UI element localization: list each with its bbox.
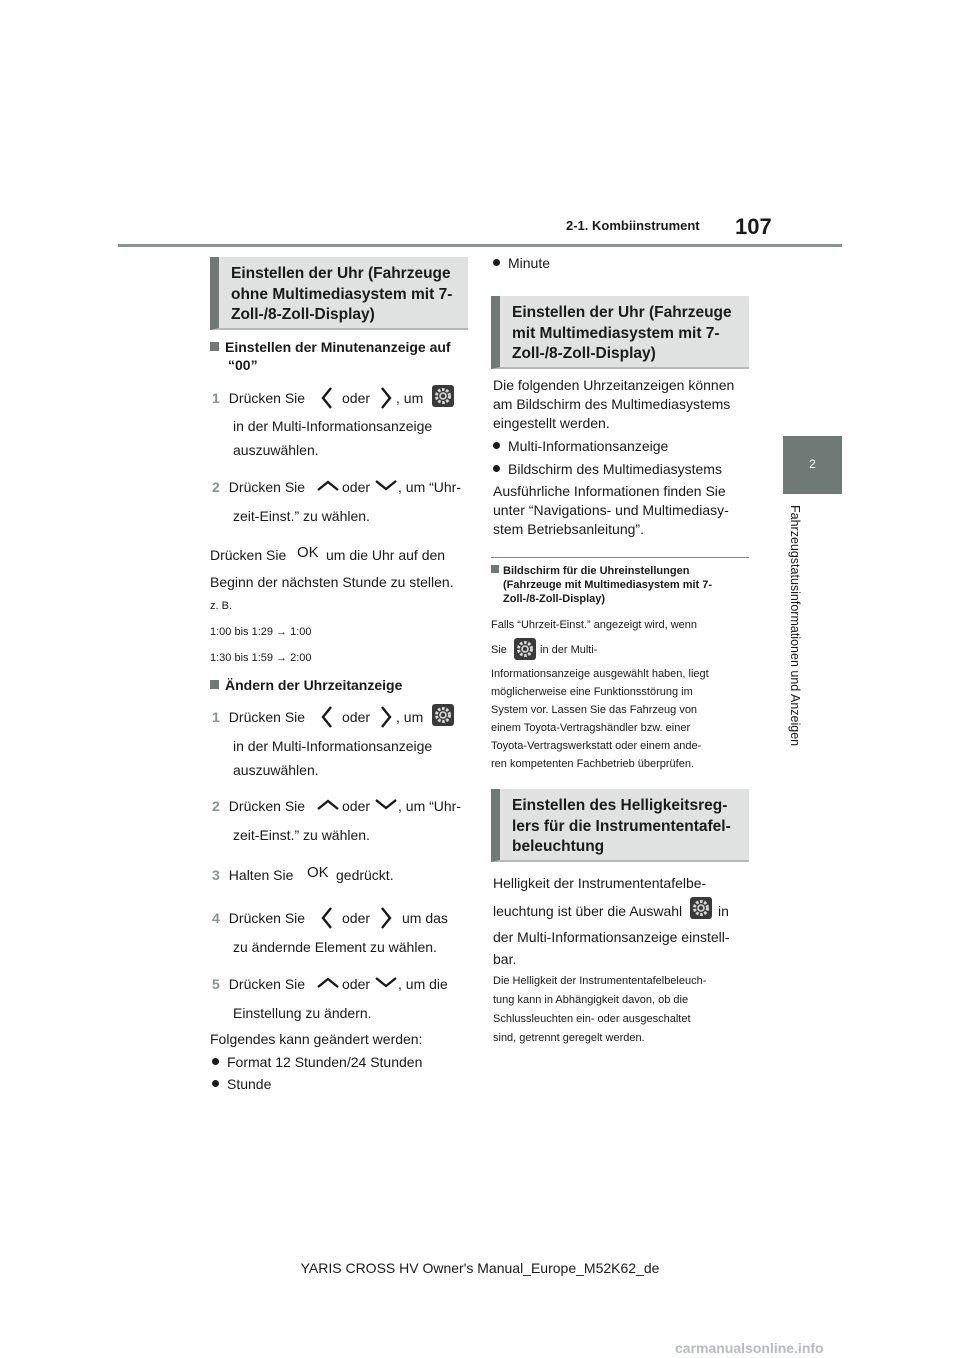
step-text: Drücken Sie [228,390,306,406]
para-line-pre: leuchtung ist über die Auswahl [493,903,683,919]
step-2 [212,797,305,815]
step-number: 4 [212,910,220,926]
chevron-down-icon [374,975,398,994]
para-line: Die folgenden Uhrzeitanzeigen können [493,377,735,393]
step-text: Drücken Sie [228,479,306,495]
note-line-post: in der Multi- [540,644,598,656]
heading-box-clock-multimedia [491,296,749,369]
para-line: Ausführliche Informationen finden Sie [493,483,726,499]
step-number: 2 [212,798,220,814]
example-1: 1:00 bis 1:29 → 1:00 [210,626,312,638]
heading-line: ohne Multimediasystem mit 7- [231,285,453,303]
bullet-hour [212,1075,271,1093]
heading-line: Zoll-/8-Zoll-Display) [512,345,656,362]
note-line: ren kompetenten Fachbetrieb überprüfen. [491,758,695,770]
gear-icon [690,897,712,919]
subheading-change [210,676,402,694]
step-4-cont: zu ändernde Element zu wählen. [233,939,437,955]
step-text: Drücken Sie [228,798,306,814]
square-bullet-icon [210,342,219,351]
section-title: 2-1. Kombiinstrument [566,218,700,233]
step-2 [212,478,305,496]
chapter-title [785,505,805,775]
bullet-icon [493,465,500,472]
chevron-down-icon [374,797,398,816]
note-title [491,564,689,578]
chevron-right-icon [379,705,393,734]
step-text-post: , um “Uhr- [398,798,461,814]
small-line: Die Helligkeit der Instrumententafelbeleuch- [493,975,707,987]
page-number: 107 [735,214,772,239]
step-number: 3 [212,867,220,883]
para-ok-post: um die Uhr auf den [326,547,446,563]
bullet-icon [212,1080,219,1087]
footer-text: YARIS CROSS HV Owner's Manual_Europe_M52K62_de [300,1260,660,1276]
note-title-line: (Fahrzeuge mit Multimediasystem mit 7- [503,579,713,591]
bullet-icon [493,259,500,266]
chapter-number: 2 [809,457,816,471]
bullet-format [212,1053,422,1071]
bullet-multi-info [493,437,668,455]
chapter-title-text: Fahrzeugstatusinformationen und Anzeigen [788,505,802,747]
chevron-left-icon [320,906,334,935]
note-line: Informationsanzeige ausgewählt haben, liegt [491,668,709,680]
chevron-right-icon [379,906,393,935]
chevron-left-icon [320,386,334,415]
step-text-post: um das [402,910,448,926]
bullet-icon [212,1058,219,1065]
step-text-post: gedrückt. [336,867,394,883]
example-2: 1:30 bis 1:59 → 2:00 [210,652,312,664]
gear-icon [432,385,454,407]
bullet-multimedia-screen [493,460,722,478]
heading-line: Zoll-/8-Zoll-Display) [231,306,375,323]
note-line: möglicherweise eine Funktionsstörung im [491,686,693,698]
heading-line: mit Multimediasystem mit 7- [512,324,720,342]
bullet-icon [493,442,500,449]
heading-line: Einstellen der Uhr (Fahrzeuge [512,304,732,321]
subheading-minute-cont: “00” [228,357,258,373]
heading-line: beleuchtung [512,838,605,855]
watermark[interactable]: carmanualsonline.info [675,1340,824,1356]
note-line: System vor. Lassen Sie das Fahrzeug von [491,704,698,716]
step-1 [212,389,305,407]
or-text: oder [342,798,371,814]
para-line: bar. [493,951,517,967]
step-number: 2 [212,479,220,495]
step-text-post: , um “Uhr- [398,479,461,495]
step-1-cont: in der Multi-Informationsanzeige [233,738,433,754]
step-3 [212,866,293,884]
step-2-cont: zeit-Einst.” zu wählen. [233,827,370,843]
step-text: Drücken Sie [228,709,306,725]
note-separator [491,557,749,558]
bullet-minute [493,254,550,272]
subheading-text: Ändern der Uhrzeitanzeige [225,677,403,693]
ok-label: OK [297,544,319,559]
step-number: 1 [212,709,220,725]
or-text: oder [342,976,371,992]
para-line: stem Betriebsanleitung”. [493,521,644,537]
or-text: oder [342,709,371,725]
chevron-up-icon [316,478,340,497]
gear-icon [432,704,454,726]
heading-box-clock-no-multimedia [210,257,468,330]
step-2-cont: zeit-Einst.” zu wählen. [233,508,370,524]
step-1 [212,708,305,726]
square-bullet-icon [210,680,219,689]
para-line-post: in [718,903,729,919]
example-label: z. B. [210,600,233,612]
heading-line: lers für die Instrumententafel- [512,817,731,835]
heading-line: Einstellen des Helligkeitsreg- [512,797,728,814]
small-line: Schlussleuchten ein- oder ausgeschaltet [493,1013,691,1025]
or-text: oder [342,479,371,495]
step-text: Halten Sie [228,867,294,883]
small-line: sind, getrennt geregelt werden. [493,1032,645,1044]
gear-icon [514,638,536,660]
para-line: am Bildschirm des Multimediasystems [493,396,731,412]
step-text-post: , um [396,390,424,406]
ok-icon [306,863,330,884]
bullet-text: Bildschirm des Multimediasystems [508,461,722,477]
step-text-post: , um die [398,976,448,992]
or-text: oder [342,910,371,926]
subheading-minute [210,338,451,356]
header-rule [118,244,842,247]
note-line-pre: Sie [491,644,507,656]
note-line: Toyota-Vertragswerkstatt oder einem ande- [491,740,702,752]
step-text: Drücken Sie [228,910,306,926]
note-line: Falls “Uhrzeit-Einst.” angezeigt wird, wenn [491,619,698,631]
chevron-left-icon [320,705,334,734]
step-5 [212,975,305,993]
para-ok-pre: Drücken Sie [210,547,287,563]
chevron-down-icon [374,478,398,497]
chevron-up-icon [316,797,340,816]
note-title-text: Bildschirm für die Uhreinstellungen [503,565,690,577]
note-title-line: Zoll-/8-Zoll-Display) [503,593,606,605]
heading-line: Einstellen der Uhr (Fahrzeuge [231,265,451,282]
step-number: 1 [212,390,220,406]
bullet-text: Multi-Informationsanzeige [508,438,669,454]
para-ok-cont: Beginn der nächsten Stunde zu stellen. [210,574,454,590]
para-line: unter “Navigations- und Multimediasy- [493,502,729,518]
heading-box-brightness [491,789,749,862]
step-1-cont2: auszuwählen. [233,442,319,458]
ok-label: OK [307,864,329,879]
bullet-text: Format 12 Stunden/24 Stunden [227,1054,423,1070]
step-5-cont: Einstellung zu ändern. [233,1005,372,1021]
small-line: tung kann in Abhängigkeit davon, ob die [493,994,689,1006]
step-1-cont2: auszuwählen. [233,762,319,778]
ok-icon [296,543,320,564]
para-changeable: Folgendes kann geändert werden: [210,1031,423,1047]
bullet-text: Stunde [227,1076,272,1092]
step-number: 5 [212,976,220,992]
chevron-up-icon [316,975,340,994]
subheading-text: Einstellen der Minutenanzeige auf [225,339,451,355]
chevron-right-icon [379,386,393,415]
step-text: Drücken Sie [228,976,306,992]
square-bullet-icon [491,565,499,573]
note-line: einem Toyota-Vertragshändler bzw. einer [491,722,691,734]
or-text: oder [342,390,371,406]
step-text-post: , um [396,709,424,725]
para-line: der Multi-Informationsanzeige einstell- [493,929,730,945]
step-1-cont: in der Multi-Informationsanzeige [233,418,433,434]
para-line: eingestellt werden. [493,415,610,431]
para-line: Helligkeit der Instrumententafelbe- [493,875,707,891]
bullet-text: Minute [508,255,551,271]
step-4 [212,909,305,927]
